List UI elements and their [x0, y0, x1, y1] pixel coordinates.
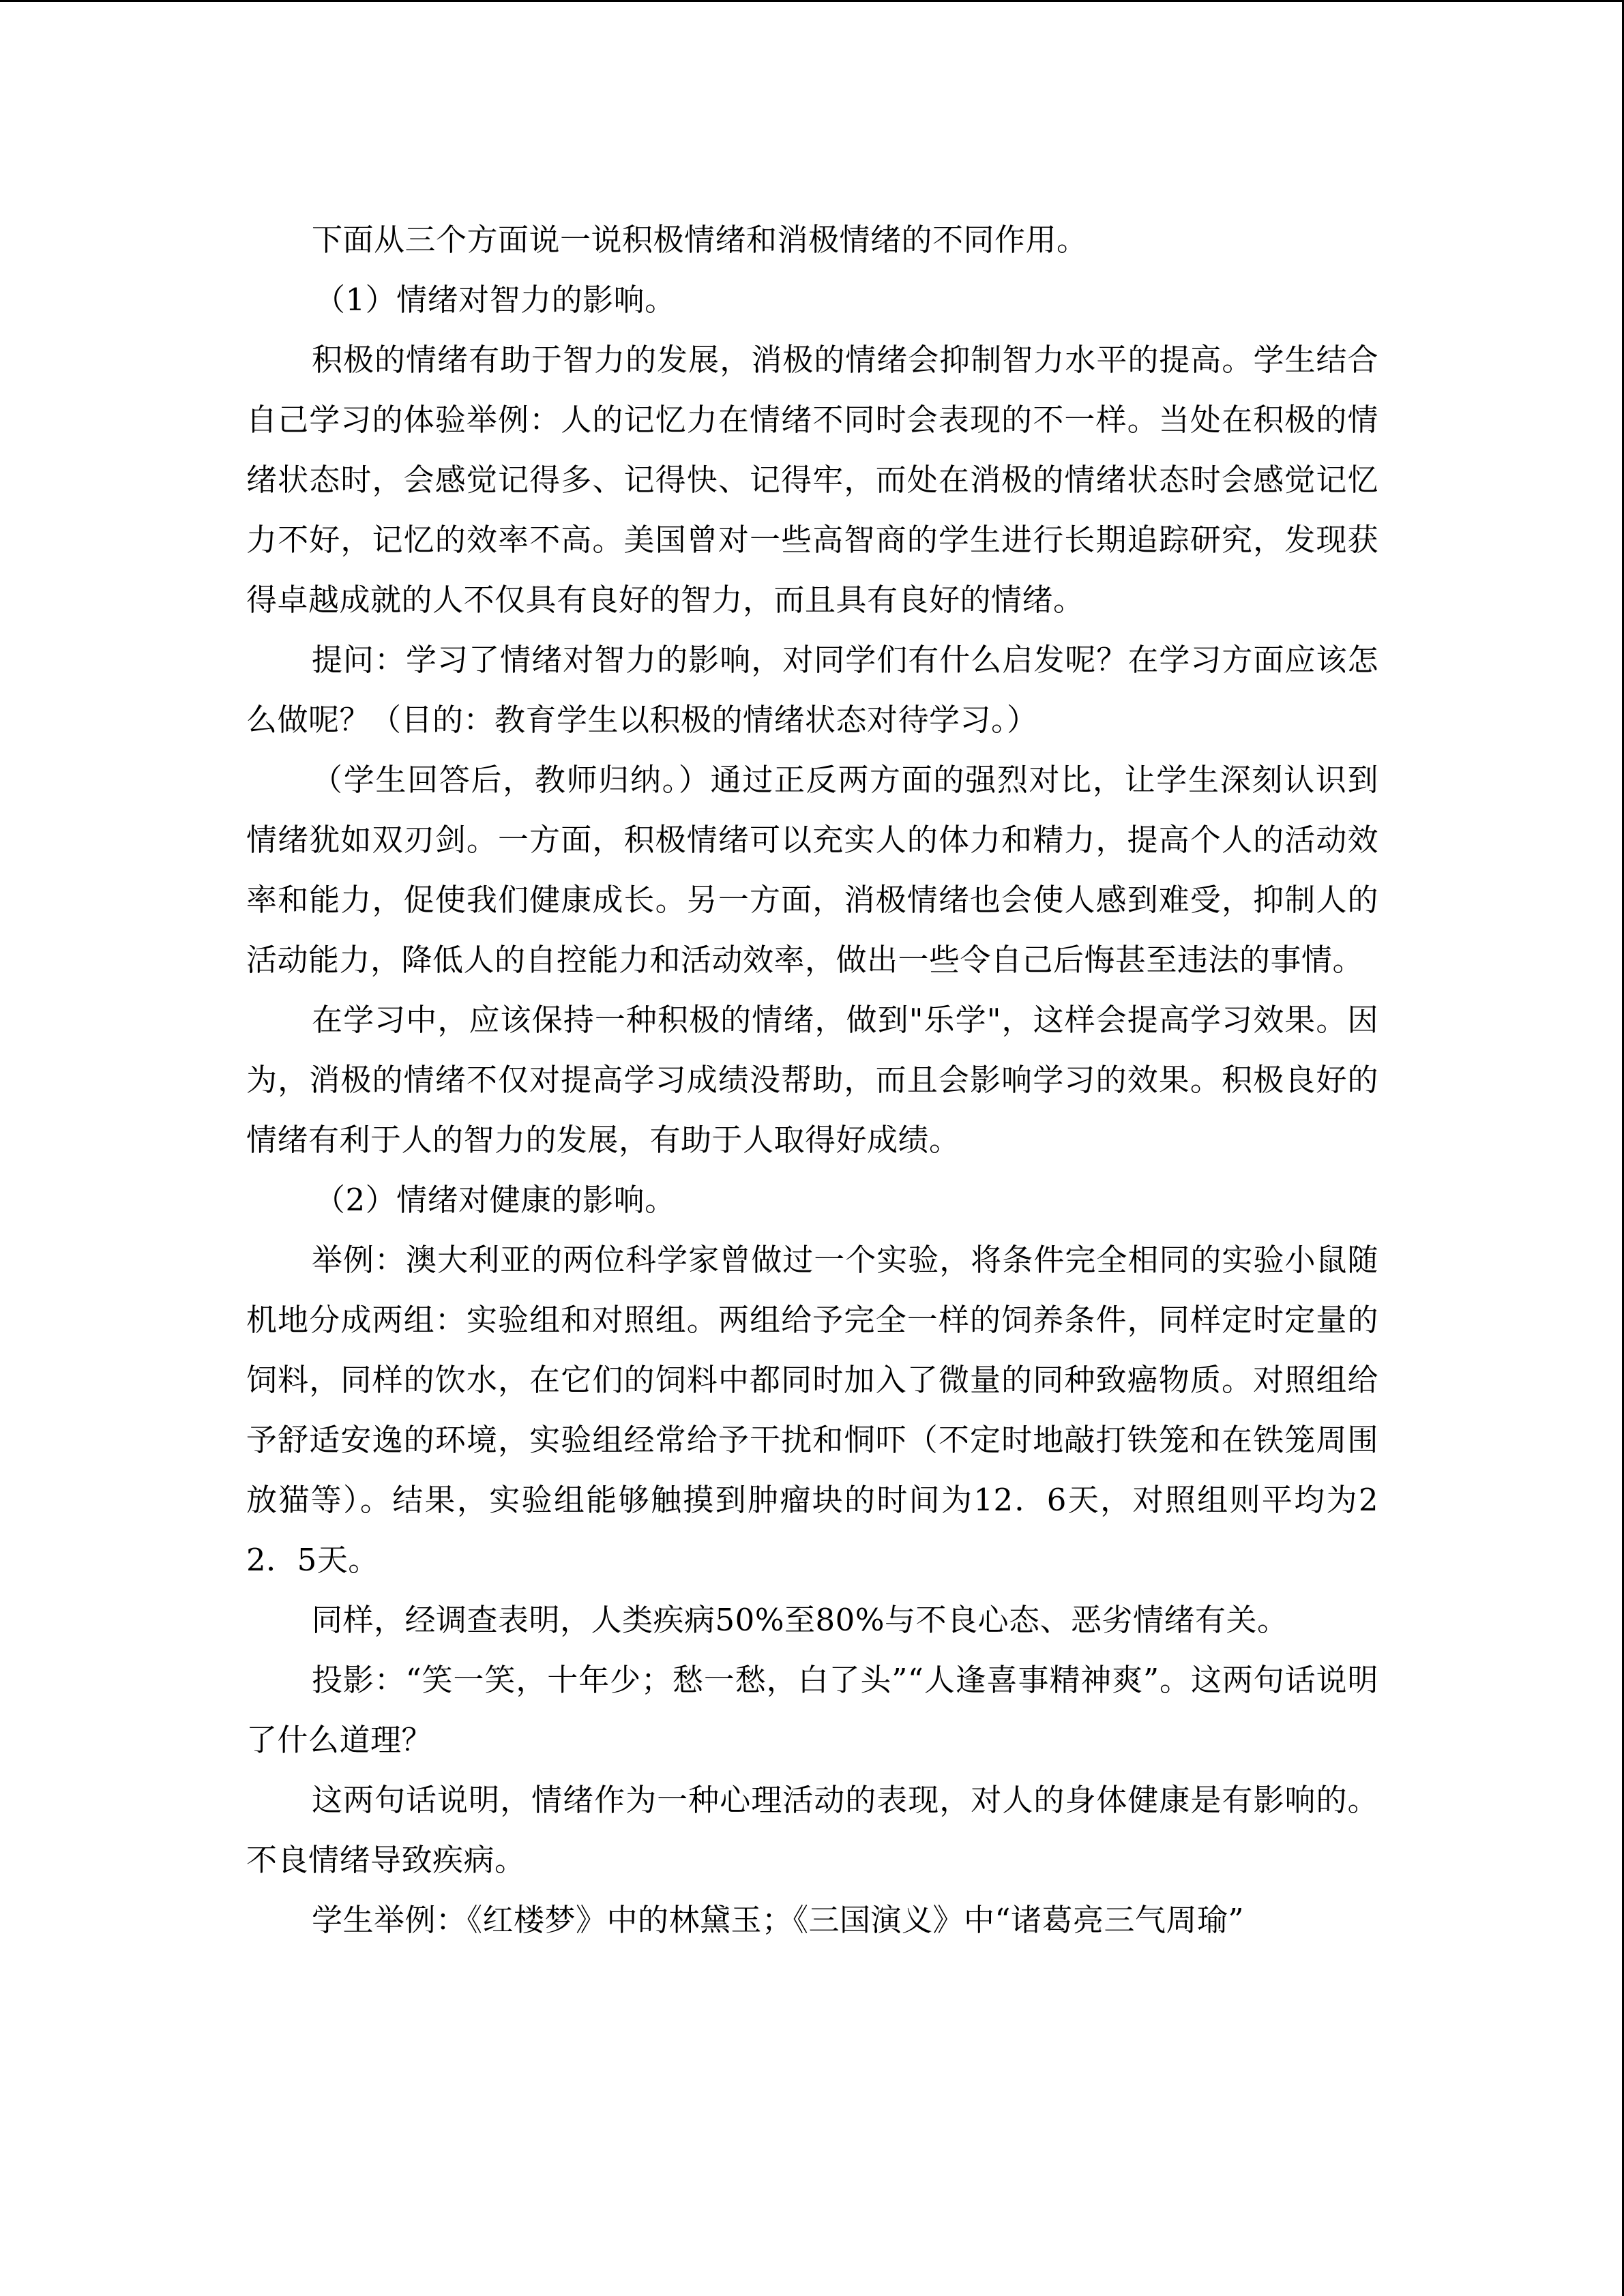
paragraph-intro: 下面从三个方面说一说积极情绪和消极情绪的不同作用。 [312, 222, 1088, 258]
paragraph-summary: （学生回答后，教师归纳。）通过正反两方面的强烈对比，让学生深刻认识到情绪犹如双刃剑。一方面，积极情绪可以充实人的体力和精力，提高个人的活动效率和能力，促使我们健康成长。另一方面，消极情绪也会使人感到难受，抑制人的活动能力，降低人的自控能力和活动效率，做出一些令自己后悔甚至违法的事情。 [246, 762, 1378, 978]
paragraph-learning: 在学习中，应该保持一种积极的情绪，做到"乐学"，这样会提高学习效果。因为，消极的情绪不仅对提高学习成绩没帮助，而且会影响学习的效果。积极良好的情绪有利于人的智力的发展，有助于人取得好成绩。 [246, 1002, 1378, 1158]
paragraph-survey: 同样，经调查表明，人类疾病50%至80%与不良心态、恶劣情绪有关。 [312, 1602, 1288, 1638]
paragraph-intelligence: 积极的情绪有助于智力的发展，消极的情绪会抑制智力水平的提高。学生结合自己学习的体验举例：人的记忆力在情绪不同时会表现的不一样。当处在积极的情绪状态时，会感觉记得多、记得快、记得牢，而处在消极的情绪状态时会感觉记忆力不好，记忆的效率不高。美国曾对一些高智商的学生进行长期追踪研究，发现获得卓越成就的人不仅具有良好的智力，而且具有良好的情绪。 [246, 342, 1378, 618]
document-body [246, 210, 1378, 1950]
paragraph-question: 提问：学习了情绪对智力的影响，对同学们有什么启发呢？在学习方面应该怎么做呢？（目的：教育学生以积极的情绪状态对待学习。） [246, 642, 1378, 738]
paragraph-projection: 投影：“笑一笑，十年少；愁一愁，白了头”“人逢喜事精神爽”。这两句话说明了什么道理？ [246, 1662, 1378, 1758]
section-heading-health: （2）情绪对健康的影响。 [314, 1182, 676, 1218]
paragraph-student-examples: 学生举例：《红楼梦》中的林黛玉；《三国演义》中“诸葛亮三气周瑜” [312, 1902, 1245, 1938]
paragraph-experiment: 举例：澳大利亚的两位科学家曾做过一个实验，将条件完全相同的实验小鼠随机地分成两组：实验组和对照组。两组给予完全一样的饲养条件，同样定时定量的饲料，同样的饮水，在它们的饲料中都同时加入了微量的同种致癌物质。对照组给予舒适安逸的环境，实验组经常给予干扰和恫吓（不定时地敲打铁笼和在铁笼周围放猫等）。结果，实验组能够触摸到肿瘤块的时间为12．6天，对照组则平均为22．5天。 [246, 1242, 1378, 1578]
paragraph-explanation: 这两句话说明，情绪作为一种心理活动的表现，对人的身体健康是有影响的。不良情绪导致疾病。 [246, 1782, 1378, 1878]
section-heading-intelligence: （1）情绪对智力的影响。 [314, 282, 676, 318]
